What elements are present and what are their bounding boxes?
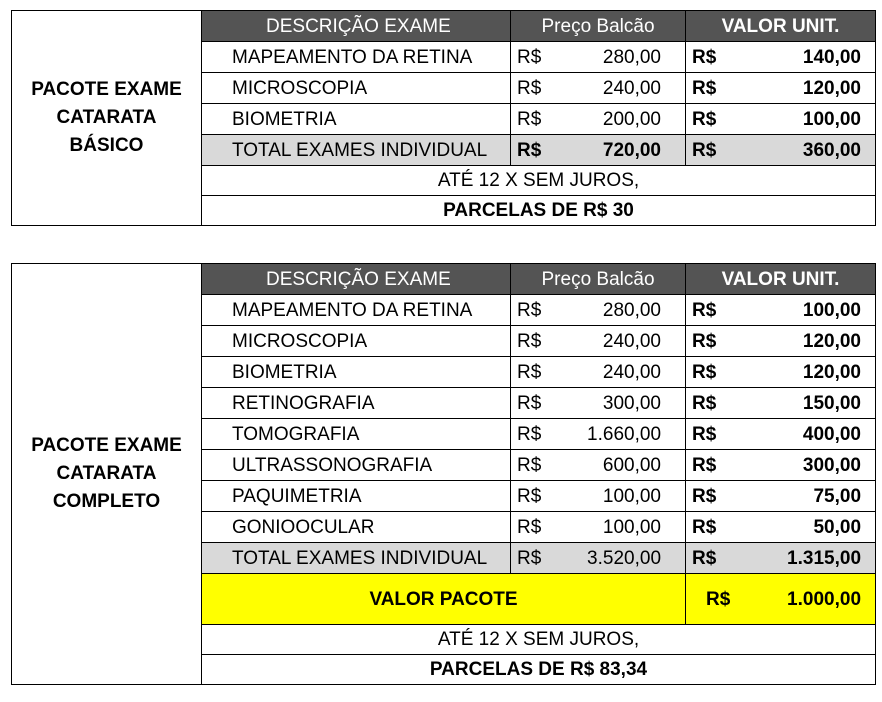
currency-label: R$ bbox=[686, 104, 721, 135]
basic-package-table bbox=[11, 10, 876, 226]
unit-value: 120,00 bbox=[721, 357, 876, 388]
currency-label: R$ bbox=[511, 135, 546, 166]
currency-label: R$ bbox=[686, 357, 721, 388]
currency-label: R$ bbox=[686, 574, 721, 625]
header-price: Preço Balcão bbox=[511, 11, 686, 42]
currency-label: R$ bbox=[511, 543, 546, 574]
currency-label: R$ bbox=[686, 543, 721, 574]
exam-description: ULTRASSONOGRAFIA bbox=[202, 450, 511, 481]
currency-label: R$ bbox=[686, 295, 721, 326]
currency-label: R$ bbox=[511, 357, 546, 388]
complete-header-row bbox=[12, 264, 876, 295]
basic-header-row bbox=[12, 11, 876, 42]
currency-label: R$ bbox=[511, 512, 546, 543]
unit-value: 120,00 bbox=[721, 326, 876, 357]
unit-value: 140,00 bbox=[721, 42, 876, 73]
currency-label: R$ bbox=[511, 42, 546, 73]
header-unit-value: VALOR UNIT. bbox=[686, 11, 876, 42]
exam-description: BIOMETRIA bbox=[202, 104, 511, 135]
unit-value: 100,00 bbox=[721, 295, 876, 326]
currency-label: R$ bbox=[511, 388, 546, 419]
package-value-label: VALOR PACOTE bbox=[202, 574, 686, 625]
counter-price: 280,00 bbox=[546, 42, 686, 73]
total-unit-value: 1.315,00 bbox=[721, 543, 876, 574]
currency-label: R$ bbox=[686, 326, 721, 357]
installments-line-2: PARCELAS DE R$ 30 bbox=[202, 196, 876, 226]
counter-price: 100,00 bbox=[546, 481, 686, 512]
counter-price: 200,00 bbox=[546, 104, 686, 135]
currency-label: R$ bbox=[686, 512, 721, 543]
exam-description: MAPEAMENTO DA RETINA bbox=[202, 295, 511, 326]
total-counter-price: 3.520,00 bbox=[546, 543, 686, 574]
unit-value: 150,00 bbox=[721, 388, 876, 419]
exam-description: MICROSCOPIA bbox=[202, 73, 511, 104]
exam-description: MICROSCOPIA bbox=[202, 326, 511, 357]
currency-label: R$ bbox=[511, 295, 546, 326]
exam-description: BIOMETRIA bbox=[202, 357, 511, 388]
counter-price: 1.660,00 bbox=[546, 419, 686, 450]
counter-price: 100,00 bbox=[546, 512, 686, 543]
counter-price: 300,00 bbox=[546, 388, 686, 419]
complete-package-name: PACOTE EXAME CATARATA COMPLETO bbox=[12, 264, 202, 685]
currency-label: R$ bbox=[686, 419, 721, 450]
currency-label: R$ bbox=[686, 450, 721, 481]
total-unit-value: 360,00 bbox=[721, 135, 876, 166]
currency-label: R$ bbox=[686, 388, 721, 419]
installments-line-1: ATÉ 12 X SEM JUROS, bbox=[202, 625, 876, 655]
installments-line-1: ATÉ 12 X SEM JUROS, bbox=[202, 166, 876, 196]
counter-price: 600,00 bbox=[546, 450, 686, 481]
currency-label: R$ bbox=[686, 481, 721, 512]
basic-package-name: PACOTE EXAME CATARATA BÁSICO bbox=[12, 11, 202, 226]
installments-line-2: PARCELAS DE R$ 83,34 bbox=[202, 655, 876, 685]
currency-label: R$ bbox=[511, 419, 546, 450]
complete-package-table bbox=[11, 263, 876, 685]
unit-value: 400,00 bbox=[721, 419, 876, 450]
unit-value: 120,00 bbox=[721, 73, 876, 104]
unit-value: 300,00 bbox=[721, 450, 876, 481]
unit-value: 100,00 bbox=[721, 104, 876, 135]
counter-price: 240,00 bbox=[546, 326, 686, 357]
unit-value: 75,00 bbox=[721, 481, 876, 512]
header-unit-value: VALOR UNIT. bbox=[686, 264, 876, 295]
currency-label: R$ bbox=[511, 73, 546, 104]
currency-label: R$ bbox=[511, 450, 546, 481]
currency-label: R$ bbox=[686, 42, 721, 73]
total-counter-price: 720,00 bbox=[546, 135, 686, 166]
exam-description: MAPEAMENTO DA RETINA bbox=[202, 42, 511, 73]
exam-description: GONIOOCULAR bbox=[202, 512, 511, 543]
currency-label: R$ bbox=[511, 326, 546, 357]
currency-label: R$ bbox=[511, 104, 546, 135]
currency-label: R$ bbox=[511, 481, 546, 512]
currency-label: R$ bbox=[686, 135, 721, 166]
currency-label: R$ bbox=[686, 73, 721, 104]
unit-value: 50,00 bbox=[721, 512, 876, 543]
header-price: Preço Balcão bbox=[511, 264, 686, 295]
total-description: TOTAL EXAMES INDIVIDUAL bbox=[202, 135, 511, 166]
counter-price: 240,00 bbox=[546, 357, 686, 388]
header-description: DESCRIÇÃO EXAME bbox=[202, 11, 511, 42]
exam-description: TOMOGRAFIA bbox=[202, 419, 511, 450]
header-description: DESCRIÇÃO EXAME bbox=[202, 264, 511, 295]
total-description: TOTAL EXAMES INDIVIDUAL bbox=[202, 543, 511, 574]
exam-description: PAQUIMETRIA bbox=[202, 481, 511, 512]
exam-description: RETINOGRAFIA bbox=[202, 388, 511, 419]
counter-price: 280,00 bbox=[546, 295, 686, 326]
package-value: 1.000,00 bbox=[721, 574, 876, 625]
counter-price: 240,00 bbox=[546, 73, 686, 104]
